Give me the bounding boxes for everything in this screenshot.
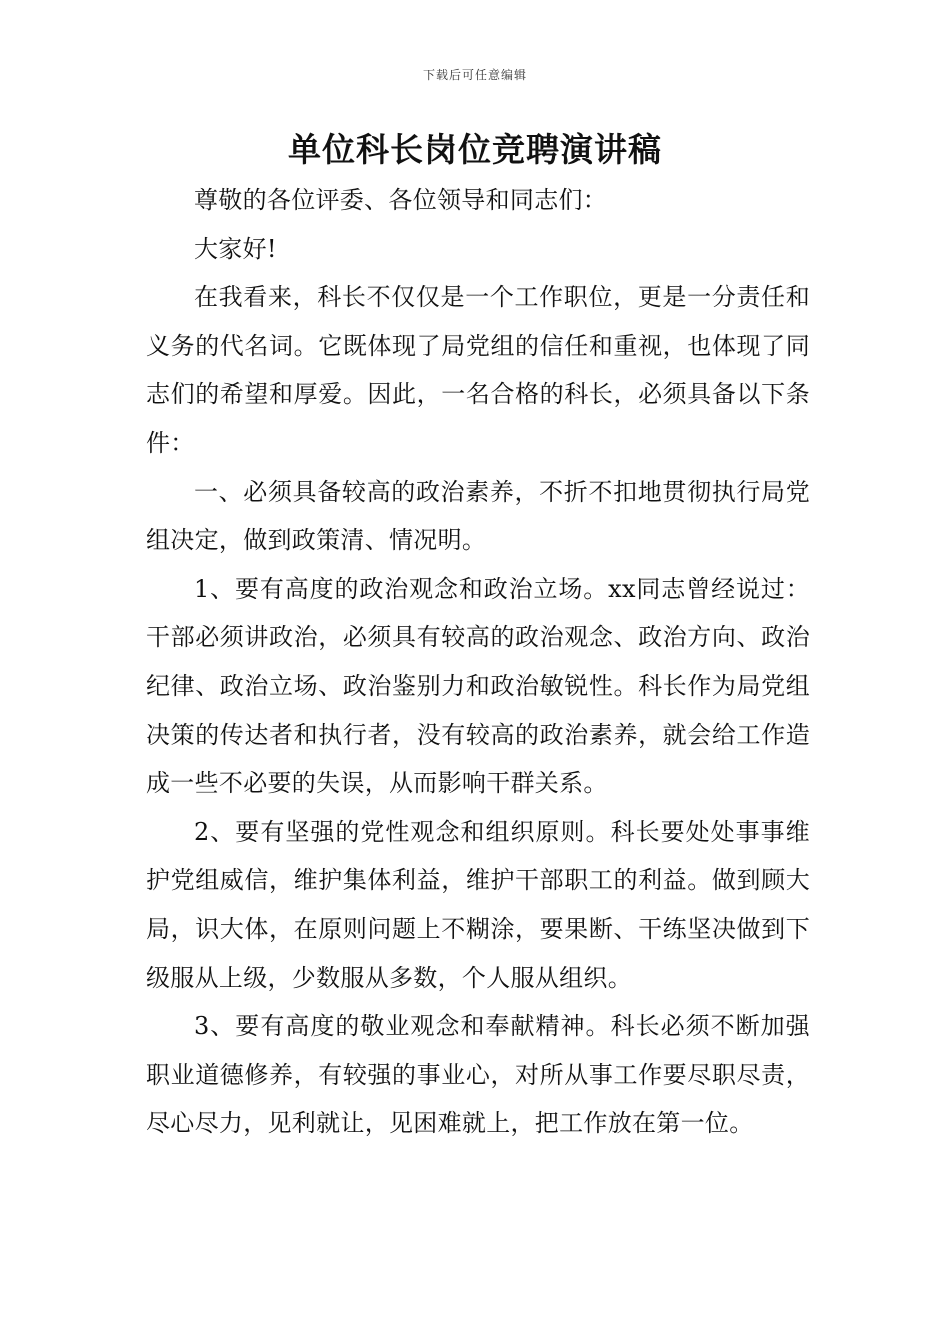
document-body bbox=[146, 176, 810, 1148]
paragraph-greeting: 大家好! bbox=[194, 234, 277, 263]
document-title: 单位科长岗位竞聘演讲稿 bbox=[288, 130, 662, 169]
header-note: 下载后可任意编辑 bbox=[422, 68, 527, 82]
paragraph-section-one: 一、必须具备较高的政治素养，不折不扣地贯彻执行局党组决定，做到政策清、情况明。 bbox=[146, 477, 810, 555]
paragraph-point-1: 1、要有高度的政治观念和政治立场。xx同志曾经说过：干部必须讲政治，必须具有较高的政治观念、政治方向、政治纪律、政治立场、政治鉴别力和政治敏锐性。科长作为局党组决策的传达者和执行者，没有较高的政治素养，就会给工作造成一些不必要的失误，从而影响干群关系。 bbox=[146, 574, 810, 798]
paragraph-point-3: 3、要有高度的敬业观念和奉献精神。科长必须不断加强职业道德修养，有较强的事业心，对所从事工作要尽职尽责，尽心尽力，见利就让，见困难就上，把工作放在第一位。 bbox=[146, 1012, 810, 1138]
paragraph-salutation: 尊敬的各位评委、各位领导和同志们： bbox=[194, 186, 608, 214]
paragraph-intro: 在我看来，科长不仅仅是一个工作职位，更是一分责任和义务的代名词。它既体现了局党组的信任和重视，也体现了同志们的希望和厚爱。因此，一名合格的科长，必须具备以下条件： bbox=[146, 283, 810, 457]
paragraph-point-2: 2、要有坚强的党性观念和组织原则。科长要处处事事维护党组威信，维护集体利益，维护干部职工的利益。做到顾大局，识大体，在原则问题上不糊涂，要果断、干练坚决做到下级服从上级，少数服从多数，个人服从组织。 bbox=[146, 817, 810, 992]
